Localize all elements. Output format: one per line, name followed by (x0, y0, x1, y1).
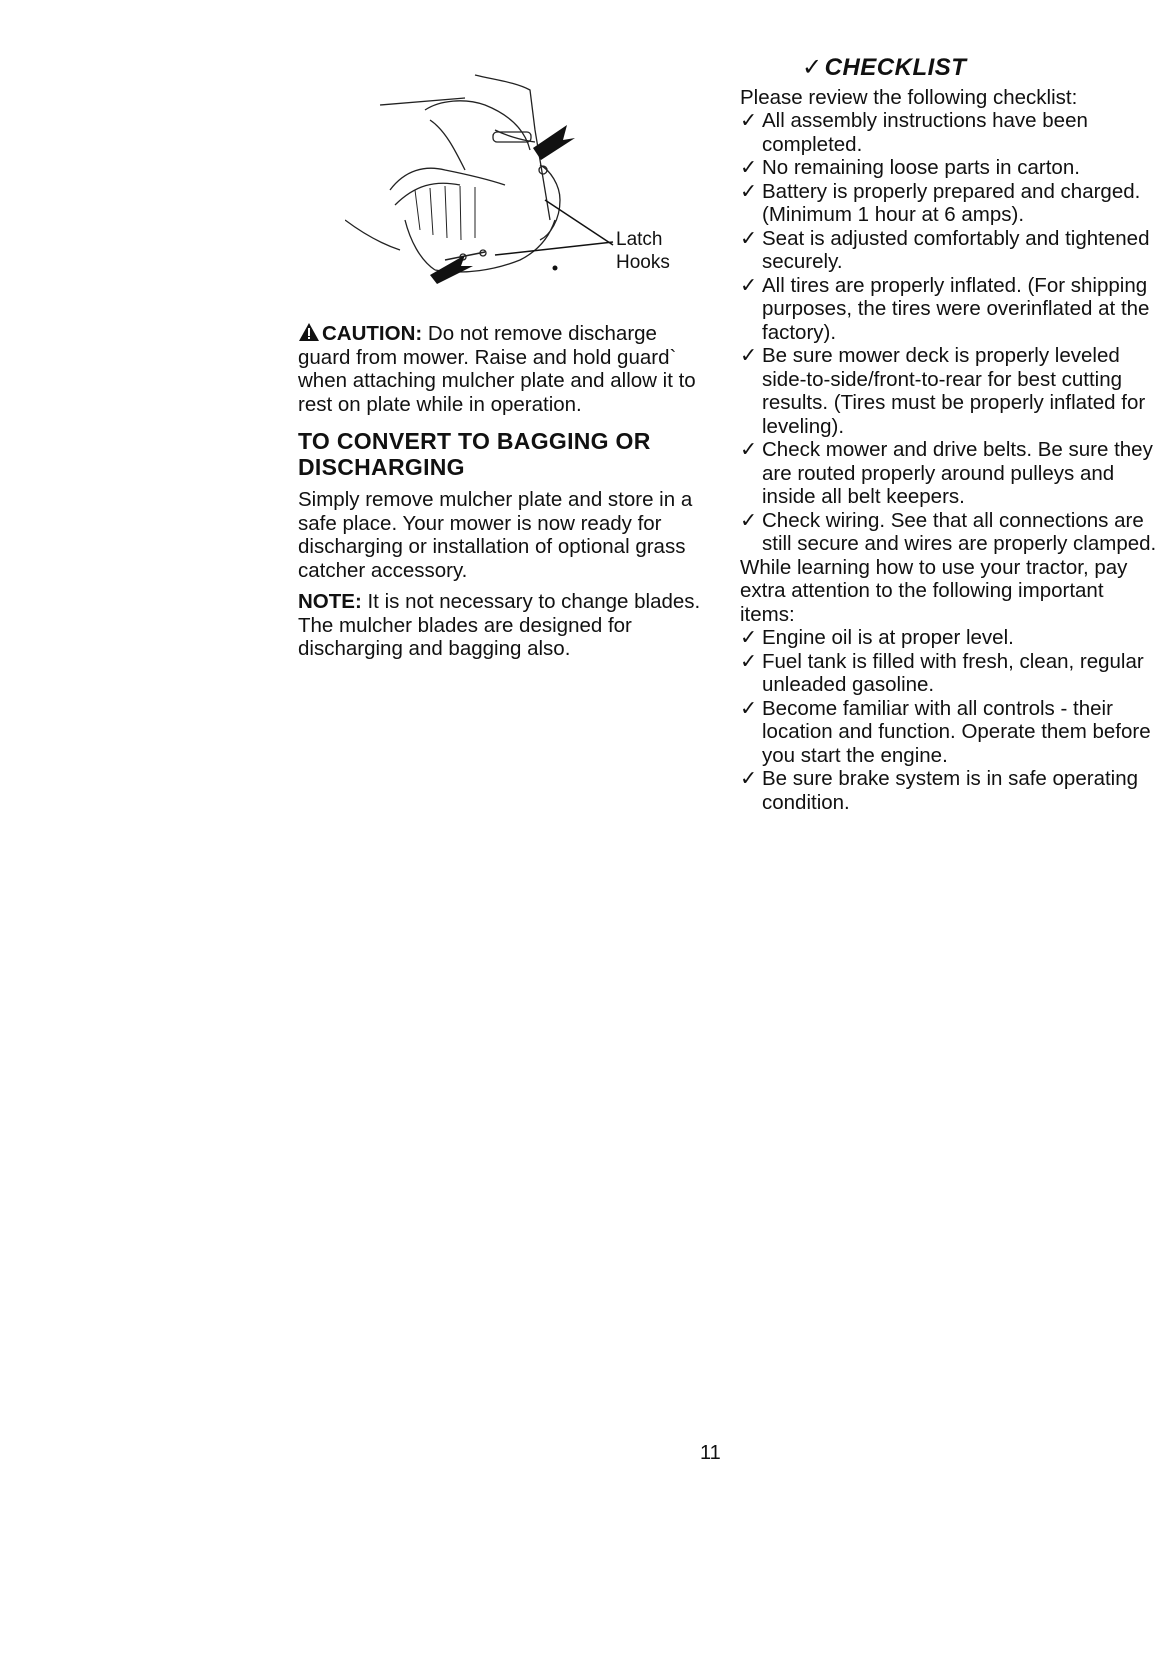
checklist-title-text: CHECKLIST (824, 54, 967, 81)
checkmark-icon: ✓ (740, 696, 758, 720)
list-item-text: Be sure brake system is in safe operating condition. (762, 767, 1139, 814)
caution-text: guard from mower. Raise and hold guard` when attaching mulcher plate and allow it to rest on plate while in operation. (298, 345, 696, 416)
list-item-text: Battery is properly prepared and charged. (Minimum 1 hour at 6 amps). (762, 179, 1141, 226)
list-item-text: No remaining loose parts in carton. (762, 156, 1080, 179)
checkmark-icon: ✓ (740, 626, 758, 649)
checkmark-icon: ✓ (740, 767, 758, 790)
list-item-text: All tires are properly inflated. (For shipping purposes, the tires were overinflated at the factory). (762, 273, 1150, 344)
list-item-text: Check wiring. See that all connections are still secure and wires are properly clamped. (762, 508, 1157, 555)
list-item-text: Be sure mower deck is properly leveled side-to-side/front-to-rear for best cutting results. (Tires must be properly inflated for leveling). (762, 344, 1146, 438)
list-item-text: Check mower and drive belts. Be sure they are routed properly around pulleys and inside all belt keepers. (762, 438, 1153, 508)
latch-label-line1: Latch (616, 229, 663, 250)
caution-label: CAUTION: (322, 322, 423, 345)
list-item-text: Seat is adjusted comfortably and tightened securely. (762, 226, 1150, 273)
checkmark-icon: ✓ (740, 649, 758, 673)
list-item-text: Become familiar with all controls - their location and function. Operate them before you start the engine. (762, 696, 1151, 767)
checklist-title (740, 56, 1160, 80)
list-item (740, 227, 1160, 274)
list-item (740, 509, 1160, 556)
convert-heading: TO CONVERT TO BAGGING OR DISCHARGING (298, 428, 651, 480)
list-item (740, 274, 1160, 345)
left-column (298, 320, 718, 661)
checkmark-icon: ✓ (740, 273, 758, 297)
caution-first-line: Do not remove discharge (427, 322, 657, 345)
operation-checklist (740, 626, 1160, 814)
checkmark-icon: ✓ (740, 179, 758, 203)
list-item-text: Fuel tank is filled with fresh, clean, regular unleaded gasoline. (762, 649, 1144, 696)
note-paragraph (298, 590, 718, 661)
note-label: NOTE: (298, 590, 362, 613)
caution-paragraph (298, 320, 718, 416)
list-item (740, 344, 1160, 438)
list-item (740, 697, 1160, 768)
list-item-text: Engine oil is at proper level. (762, 626, 1014, 649)
checkmark-icon: ✓ (740, 438, 758, 461)
list-item (740, 626, 1160, 650)
checkmark-icon: ✓ (740, 508, 758, 532)
list-item (740, 156, 1160, 180)
latch-label-line2: Hooks (616, 252, 670, 273)
list-item (740, 767, 1160, 814)
page-number: 11 (700, 1442, 721, 1464)
list-item (740, 109, 1160, 156)
list-item (740, 650, 1160, 697)
checklist-intro: Please review the following checklist: (740, 85, 1078, 109)
list-item (740, 180, 1160, 227)
assembly-checklist (740, 109, 1160, 556)
convert-paragraph: Simply remove mulcher plate and store in a safe place. Your mower is now ready for discharging or installation of optional grass catcher accessory. (298, 488, 693, 582)
learning-paragraph: While learning how to use your tractor, pay extra attention to the following important items: (740, 555, 1128, 626)
checkmark-icon: ✓ (740, 226, 758, 250)
note-text: It is not necessary to change blades. The mulcher blades are designed for discharging and bagging also. (298, 590, 701, 660)
checkmark-icon: ✓ (740, 156, 758, 179)
latch-hooks-label (616, 228, 670, 274)
checkmark-icon: ✓ (740, 344, 758, 367)
checkmark-icon: ✓ (802, 54, 823, 81)
right-column (740, 56, 1160, 814)
warning-triangle-icon (298, 322, 320, 342)
list-item (740, 438, 1160, 509)
checkmark-icon: ✓ (740, 109, 758, 132)
list-item-text: All assembly instructions have been completed. (762, 109, 1088, 156)
